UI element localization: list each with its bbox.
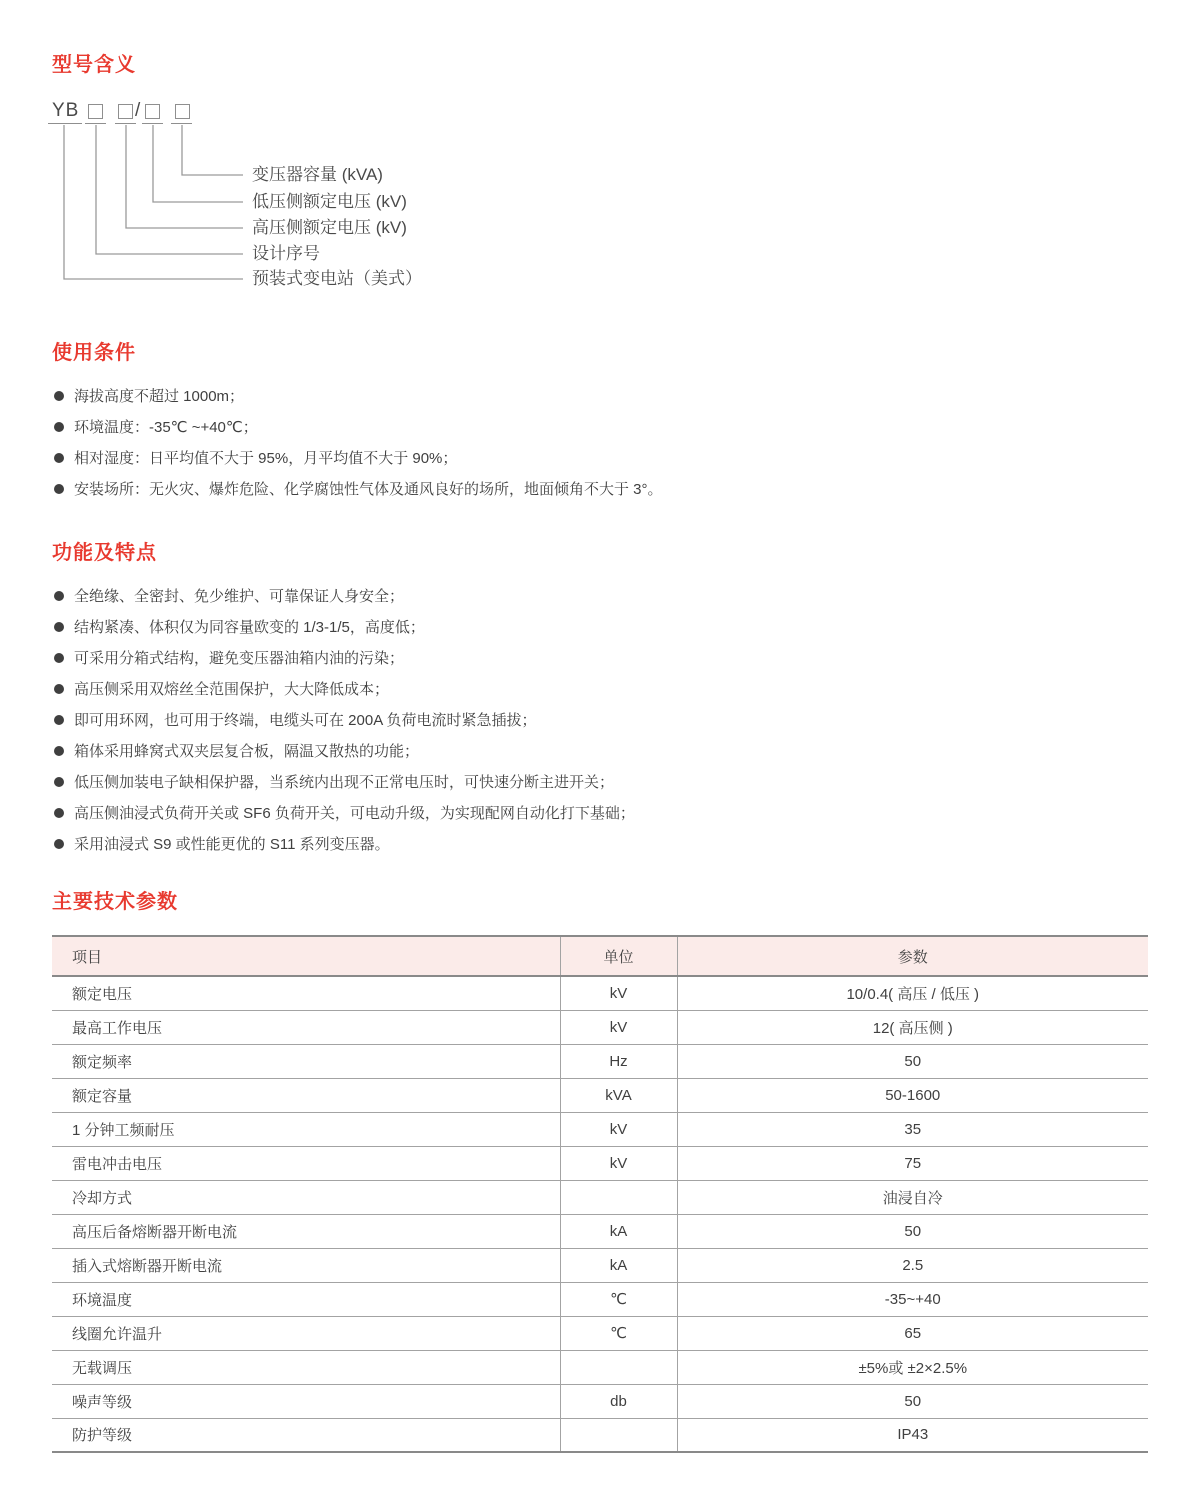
cell-value: 65	[677, 1316, 1148, 1350]
table-row	[52, 1316, 1148, 1350]
cell-unit: kV	[560, 1146, 677, 1180]
cell-item: 最高工作电压	[72, 1019, 163, 1037]
cell-value: 油浸自冷	[677, 1180, 1148, 1214]
cell-value: 50	[677, 1214, 1148, 1248]
table-body	[52, 976, 1148, 1452]
model-code-slash: /	[135, 100, 141, 121]
table-row	[52, 1180, 1148, 1214]
list-item-text: 可采用分箱式结构，避免变压器油箱内油的污染；	[74, 650, 405, 667]
table-row	[52, 1146, 1148, 1180]
list-item	[52, 411, 1150, 442]
bullet-icon	[54, 622, 64, 632]
cell-value: 50	[677, 1384, 1148, 1418]
diagram-label-lv-voltage: 低压侧额定电压 (kV)	[252, 192, 407, 211]
underline	[48, 123, 82, 124]
cell-unit	[560, 1180, 677, 1214]
bullet-icon	[54, 839, 64, 849]
column-header-value: 参数	[677, 936, 1148, 976]
cell-value: 10/0.4( 高压 / 低压 )	[677, 976, 1148, 1010]
model-meaning-section	[52, 52, 1150, 302]
table-row	[52, 1418, 1148, 1452]
column-header-item: 项目	[72, 948, 103, 966]
cell-unit: kV	[560, 976, 677, 1010]
bullet-icon	[54, 684, 64, 694]
cell-item: 1 分钟工频耐压	[72, 1121, 175, 1139]
technical-parameters-section	[52, 889, 1150, 1453]
list-item-text: 箱体采用蜂窝式双夹层复合板，隔温又散热的功能；	[74, 743, 420, 760]
cell-unit: db	[560, 1384, 677, 1418]
bullet-icon	[54, 422, 64, 432]
bullet-icon	[54, 777, 64, 787]
table-row	[52, 1384, 1148, 1418]
cell-item: 线圈允许温升	[72, 1325, 163, 1343]
cell-value: 12( 高压侧 )	[677, 1010, 1148, 1044]
list-item	[52, 797, 1150, 828]
model-code-diagram	[52, 102, 772, 302]
list-item	[52, 611, 1150, 642]
cell-item: 额定电压	[72, 985, 133, 1003]
model-code-prefix: YB	[52, 100, 80, 121]
cell-value: 2.5	[677, 1248, 1148, 1282]
list-item	[52, 766, 1150, 797]
cell-item: 高压后备熔断器开断电流	[72, 1223, 238, 1241]
list-item	[52, 642, 1150, 673]
list-item-text: 高压侧油浸式负荷开关或 SF6 负荷开关，可电动升级，为实现配网自动化打下基础；	[74, 805, 635, 822]
list-item-text: 低压侧加装电子缺相保护器，当系统内出现不正常电压时，可快速分断主进开关；	[74, 774, 615, 791]
bullet-icon	[54, 808, 64, 818]
underline	[142, 123, 163, 124]
diagram-label-substation-type: 预装式变电站（美式）	[252, 269, 422, 288]
cell-unit: kV	[560, 1112, 677, 1146]
section-title-usage: 使用条件	[52, 342, 136, 364]
section-title-features: 功能及特点	[52, 542, 157, 564]
diagram-label-hv-voltage: 高压侧额定电压 (kV)	[252, 218, 407, 237]
list-item-text: 安装场所：无火灾、爆炸危险、化学腐蚀性气体及通风良好的场所，地面倾角不大于 3°。	[74, 481, 663, 498]
bullet-icon	[54, 391, 64, 401]
cell-unit	[560, 1350, 677, 1384]
list-item	[52, 442, 1150, 473]
table-row	[52, 1282, 1148, 1316]
table-row	[52, 1112, 1148, 1146]
list-item	[52, 580, 1150, 611]
cell-value: 50-1600	[677, 1078, 1148, 1112]
table-row	[52, 1010, 1148, 1044]
list-item	[52, 473, 1150, 504]
diagram-label-design-serial: 设计序号	[252, 244, 320, 263]
cell-item: 冷却方式	[72, 1189, 133, 1207]
usage-conditions-list	[52, 380, 1150, 504]
underline	[115, 123, 136, 124]
bullet-icon	[54, 653, 64, 663]
model-placeholder-box	[175, 104, 190, 119]
cell-unit: ℃	[560, 1282, 677, 1316]
bullet-icon	[54, 715, 64, 725]
list-item	[52, 735, 1150, 766]
bullet-icon	[54, 453, 64, 463]
list-item	[52, 380, 1150, 411]
cell-item: 插入式熔断器开断电流	[72, 1257, 223, 1275]
cell-item: 额定频率	[72, 1053, 133, 1071]
bullet-icon	[54, 746, 64, 756]
cell-item: 环境温度	[72, 1291, 133, 1309]
cell-value: 35	[677, 1112, 1148, 1146]
section-title-params: 主要技术参数	[52, 891, 178, 913]
cell-value: ±5%或 ±2×2.5%	[677, 1350, 1148, 1384]
table-row	[52, 1044, 1148, 1078]
section-title-model: 型号含义	[52, 54, 136, 76]
usage-conditions-section	[52, 340, 1150, 504]
parameters-table	[52, 935, 1148, 1453]
list-item-text: 相对湿度：日平均值不大于 95%，月平均值不大于 90%；	[74, 450, 458, 467]
table-row	[52, 1350, 1148, 1384]
cell-item: 雷电冲击电压	[72, 1155, 163, 1173]
cell-unit	[560, 1418, 677, 1452]
cell-value: 50	[677, 1044, 1148, 1078]
list-item-text: 全绝缘、全密封、免少维护、可靠保证人身安全；	[74, 588, 405, 605]
list-item-text: 结构紧凑、体积仅为同容量欧变的 1/3-1/5，高度低；	[74, 619, 425, 636]
list-item-text: 采用油浸式 S9 或性能更优的 S11 系列变压器。	[74, 836, 390, 853]
diagram-label-capacity: 变压器容量 (kVA)	[252, 165, 383, 184]
cell-value: -35~+40	[677, 1282, 1148, 1316]
list-item-text: 即可用环网，也可用于终端，电缆头可在 200A 负荷电流时紧急插拔；	[74, 712, 537, 729]
underline	[171, 123, 192, 124]
list-item-text: 高压侧采用双熔丝全范围保护，大大降低成本；	[74, 681, 390, 698]
cell-unit: kA	[560, 1248, 677, 1282]
features-list	[52, 580, 1150, 859]
model-placeholder-box	[88, 104, 103, 119]
bullet-icon	[54, 591, 64, 601]
list-item	[52, 828, 1150, 859]
list-item	[52, 704, 1150, 735]
cell-item: 无载调压	[72, 1359, 133, 1377]
cell-item: 噪声等级	[72, 1393, 133, 1411]
cell-unit: kVA	[560, 1078, 677, 1112]
cell-unit: ℃	[560, 1316, 677, 1350]
cell-unit: Hz	[560, 1044, 677, 1078]
underline	[85, 123, 106, 124]
list-item-text: 环境温度：-35℃ ~+40℃；	[74, 419, 258, 436]
bullet-icon	[54, 484, 64, 494]
cell-item: 额定容量	[72, 1087, 133, 1105]
cell-unit: kV	[560, 1010, 677, 1044]
column-header-unit: 单位	[560, 936, 677, 976]
cell-item: 防护等级	[72, 1427, 133, 1445]
list-item-text: 海拔高度不超过 1000m；	[74, 388, 245, 405]
table-row	[52, 1248, 1148, 1282]
list-item	[52, 673, 1150, 704]
cell-value: IP43	[677, 1418, 1148, 1452]
table-row	[52, 1078, 1148, 1112]
table-header-row	[52, 936, 1148, 976]
table-row	[52, 976, 1148, 1010]
table-row	[52, 1214, 1148, 1248]
cell-value: 75	[677, 1146, 1148, 1180]
cell-unit: kA	[560, 1214, 677, 1248]
features-section	[52, 540, 1150, 859]
model-placeholder-box	[118, 104, 133, 119]
model-placeholder-box	[145, 104, 160, 119]
